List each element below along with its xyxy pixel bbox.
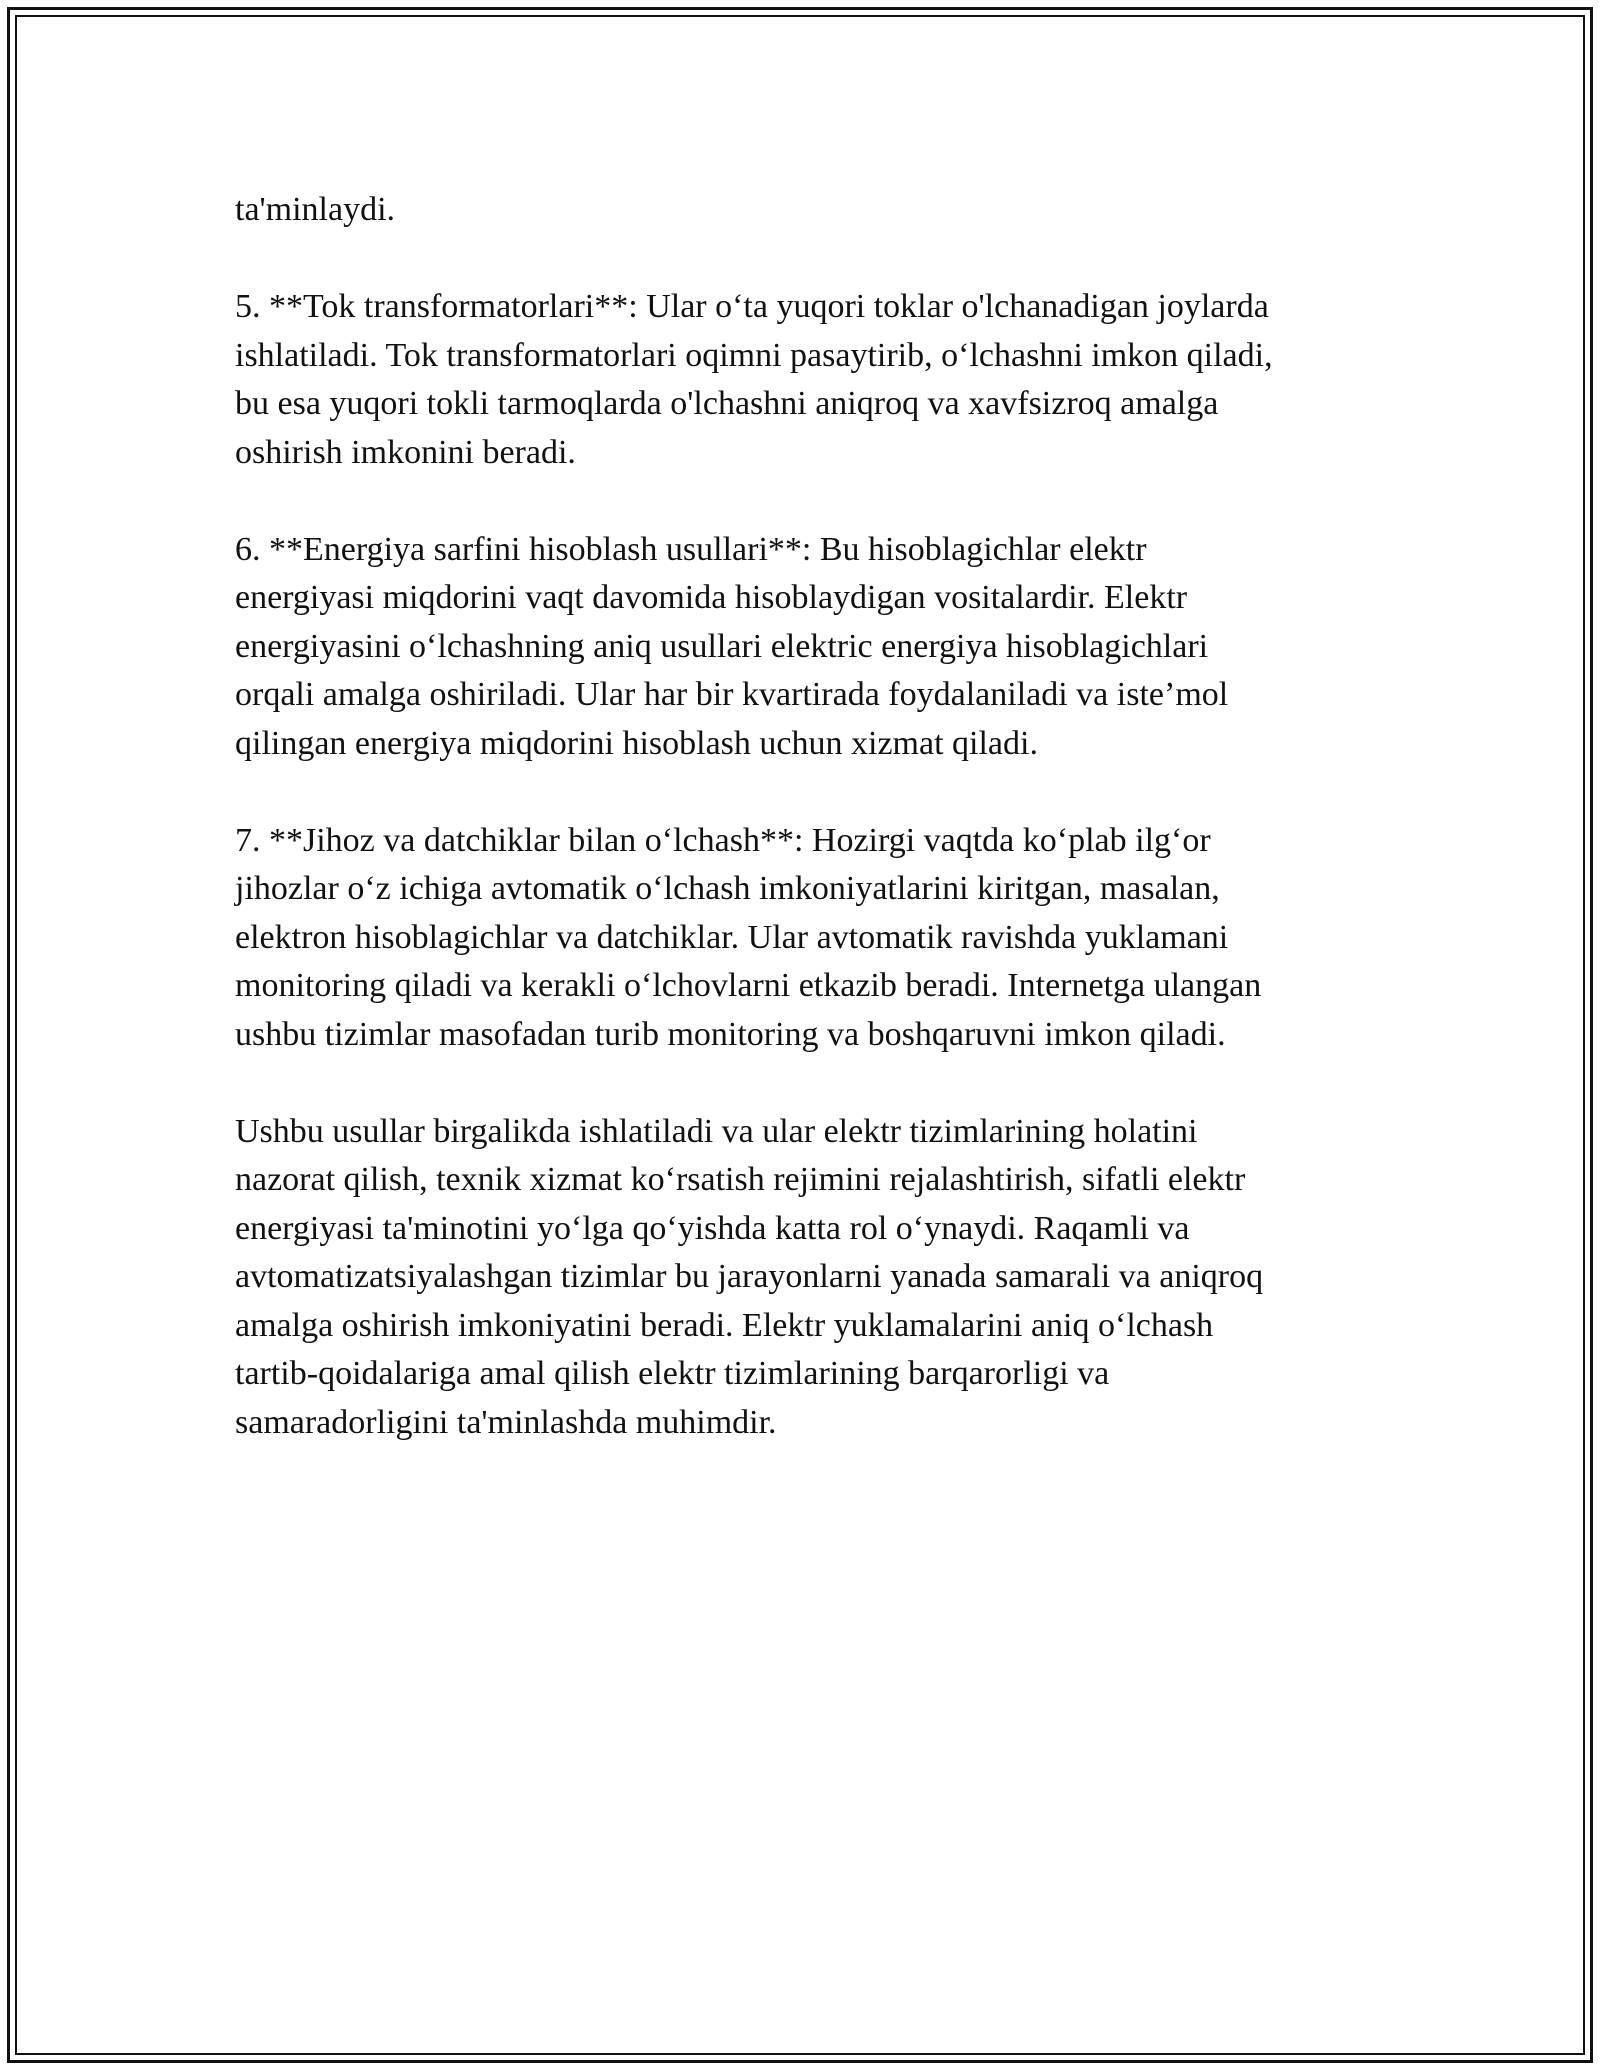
paragraph-jihoz-datchiklar: 7. **Jihoz va datchiklar bilan o‘lchash**: Hozirgi vaqtda ko‘plab ilg‘or jihozlar o‘z ichiga avtomatik o‘lchash imkoniyatlarini kiritgan, masalan, elektron hisoblagichlar va datchiklar. Ular avtomatik ravishda yuklamani monitoring qiladi va kerakli o‘lchovlarni etkazib beradi. Internetga ulangan ushbu tizimlar masofadan turib monitoring va boshqaruvni imkon qiladi. [235, 821, 1262, 1053]
document-body [235, 186, 1375, 1496]
paragraph-energiya-sarfini: 6. **Energiya sarfini hisoblash usullari**: Bu hisoblagichlar elektr energiyasi miqdorini vaqt davomida hisoblaydigan vositalardir. Elektr energiyasini o‘lchashning aniq usullari elektric energiya hisoblagichlari orqali amalga oshiriladi. Ular har bir kvartirada foydalaniladi va iste’mol qilingan energiya miqdorini hisoblash uchun xizmat qiladi. [235, 530, 1229, 762]
paragraph-continuation: ta'minlaydi. [235, 191, 396, 228]
paragraph-tok-transformatorlari: 5. **Tok transformatorlari**: Ular o‘ta yuqori toklar o'lchanadigan joylarda ishlatiladi. Tok transformatorlari oqimni pasaytirib, o‘lchashni imkon qiladi, bu esa yuqori tokli tarmoqlarda o'lchashni aniqroq va xavfsizroq amalga oshirish imkonini beradi. [235, 288, 1273, 471]
paragraph-conclusion: Ushbu usullar birgalikda ishlatiladi va ular elektr tizimlarining holatini nazorat qilish, texnik xizmat ko‘rsatish rejimini rejalashtirish, sifatli elektr energiyasi ta'minotini yo‘lga qo‘yishda katta rol o‘ynaydi. Raqamli va avtomatizatsiyalashgan tizimlar bu jarayonlarni yanada samarali va aniqroq amalga oshirish imkoniyatini beradi. Elektr yuklamalarini aniq o‘lchash tartib-qoidalariga amal qilish elektr tizimlarining barqarorligi va samaradorligini ta'minlashda muhimdir. [235, 1112, 1264, 1441]
